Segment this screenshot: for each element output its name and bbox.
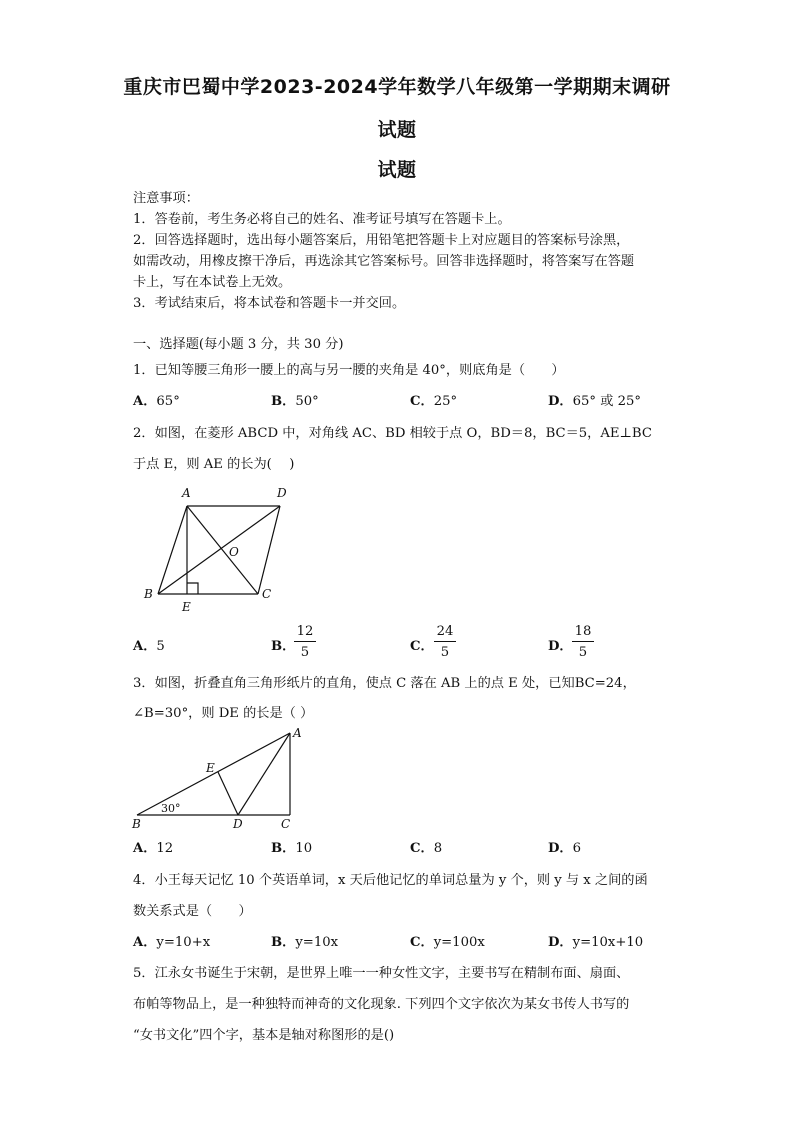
question-5-line1: 5．江永女书诞生于宋朝，是世界上唯一一种女性文字，主要书写在精制布面、扇面、 xyxy=(133,966,630,981)
question-5-line2: 布帕等物品上，是一种独特而神奇的文化现象. 下列四个文字依次为某女书传人书写的 xyxy=(133,997,630,1012)
label-c: C xyxy=(262,587,272,601)
label-b: B xyxy=(132,817,141,831)
question-3-line1: 3．如图，折叠直角三角形纸片的直角，使点 C 落在 AB 上的点 E 处，已知BC=24， xyxy=(133,676,636,691)
question-4-line2: 数关系式是（ ） xyxy=(133,904,252,919)
label-b: B xyxy=(144,587,153,601)
q3-option-b: B．10 xyxy=(271,841,313,856)
q2-option-a: A．5 xyxy=(133,639,165,654)
label-e: E xyxy=(206,761,215,775)
q1-option-b: B．50° xyxy=(271,394,319,409)
notice-item-3: 3．考试结束后，将本试卷和答题卡一并交回。 xyxy=(133,296,406,311)
q3-option-a: A．12 xyxy=(133,841,174,856)
q2-option-b-label: B． xyxy=(271,639,296,654)
q2-option-c-fraction: $\frac{24}{5}$ xyxy=(434,624,456,660)
section-heading: 一、选择题(每小题 3 分，共 30 分) xyxy=(133,337,344,352)
page-title-line3: 试题 xyxy=(377,159,417,181)
q1-option-a: A．65° xyxy=(133,394,180,409)
question-4-line1: 4．小王每天记忆 10 个英语单词，x 天后他记忆的单词总量为 y 个，则 y 与 x 之间的函 xyxy=(133,873,648,888)
label-a: A xyxy=(182,486,191,500)
notice-item-1: 1．答卷前，考生务必将自己的姓名、准考证号填写在答题卡上。 xyxy=(133,212,511,227)
triangle-figure xyxy=(128,725,313,833)
q4-option-d: D．y=10x+10 xyxy=(548,935,644,950)
notice-item-2-cont: 卡上，写在本试卷上无效。 xyxy=(133,275,292,290)
q4-option-a: A．y=10+x xyxy=(133,935,211,950)
notice-heading: 注意事项： xyxy=(133,191,199,206)
label-o: O xyxy=(229,545,239,559)
q1-option-d: D．65° 或 25° xyxy=(548,394,641,409)
question-1-text: 1．已知等腰三角形一腰上的高与另一腰的夹角是 40°，则底角是（ ） xyxy=(133,363,565,378)
notice-item-2-cont: 如需改动，用橡皮擦干净后，再选涂其它答案标号。回答非选择题时，将答案写在答题 xyxy=(133,254,635,269)
page-title-line2: 试题 xyxy=(377,119,417,141)
question-5-line3: “女书文化”四个字，基本是轴对称图形的是() xyxy=(133,1028,395,1043)
q4-option-c: C．y=100x xyxy=(410,935,485,950)
q4-option-b: B．y=10x xyxy=(271,935,339,950)
label-e: E xyxy=(182,600,191,614)
q2-option-b-fraction: $\frac{12}{5}$ xyxy=(294,624,316,660)
q2-option-c-label: C． xyxy=(410,639,434,654)
label-d: D xyxy=(233,817,243,831)
question-3-line2: ∠B=30°，则 DE 的长是（ ） xyxy=(133,706,314,721)
q3-option-d: D．6 xyxy=(548,841,582,856)
rhombus-figure xyxy=(140,482,300,617)
label-d: D xyxy=(277,486,287,500)
label-a: A xyxy=(293,726,302,740)
page-title-line1: 重庆市巴蜀中学2023-2024学年数学八年级第一学期期末调研 xyxy=(123,76,671,98)
label-c: C xyxy=(281,817,291,831)
q2-option-d-fraction: $\frac{18}{5}$ xyxy=(572,624,594,660)
q1-option-c: C．25° xyxy=(410,394,458,409)
question-2-line2: 于点 E，则 AE 的长为( ) xyxy=(133,457,295,472)
q2-option-d-label: D． xyxy=(548,639,573,654)
label-angle: 30° xyxy=(161,802,181,815)
notice-item-2: 2．回答选择题时，选出每小题答案后，用铅笔把答题卡上对应题目的答案标号涂黑， xyxy=(133,233,630,248)
q3-option-c: C．8 xyxy=(410,841,443,856)
question-2-line1: 2．如图，在菱形 ABCD 中，对角线 AC、BD 相较于点 O，BD＝8，BC＝5，AE⊥BC xyxy=(133,426,652,441)
